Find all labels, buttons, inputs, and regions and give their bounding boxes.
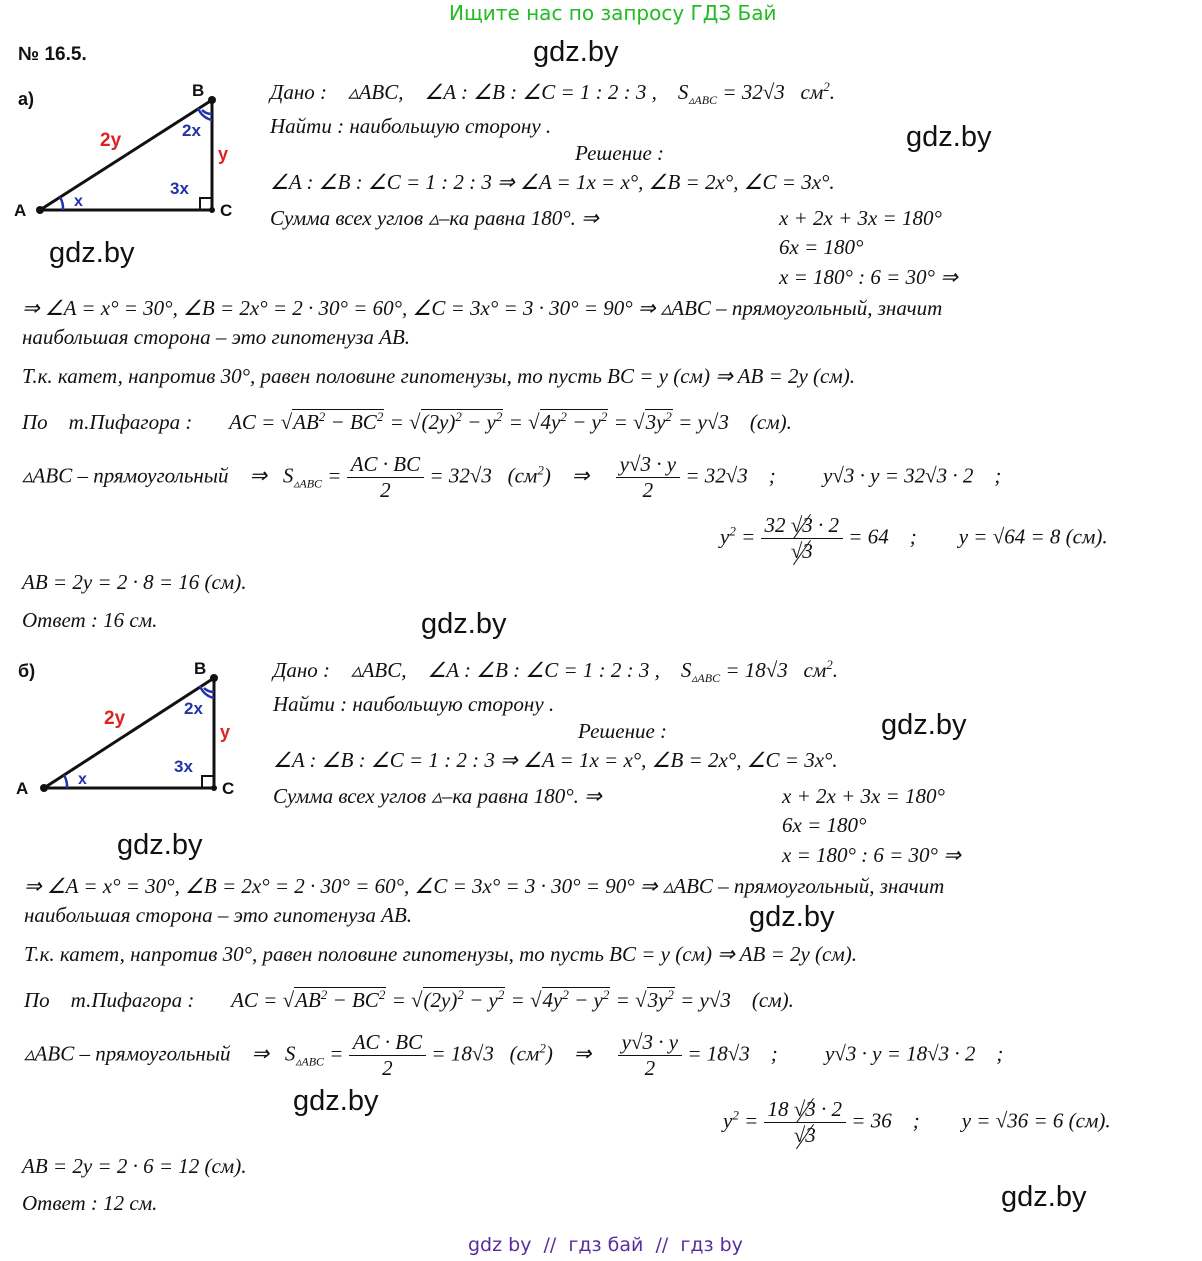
part-label: б) — [18, 661, 36, 681]
watermark: gdz.by — [117, 829, 203, 861]
watermark: gdz.by — [293, 1085, 379, 1117]
angles-result: ⇒ ∠A = x° = 30°, ∠B = 2x° = 2 · 30° = 60°, ∠C = 3x° = 3 · 30° = 90° ⇒ ▵ABC – прямоугольный, значит — [24, 874, 945, 898]
angle-b-label: 2x — [182, 121, 201, 140]
vertex-b-label: B — [194, 659, 207, 678]
answer-line: Ответ : 12 см. — [22, 1191, 158, 1215]
watermark: gdz.by — [49, 237, 135, 269]
equation-1: x + 2x + 3x = 180° — [782, 784, 945, 808]
area-line: ▵ABC – прямоугольный ⇒ $S_{▵ABC}$ = $\frac{AC \cdot BC}{2}$ = 18√3 $(см^2)$ ⇒ $\frac{y√3 \cdot y}{2}$ = 18√3 ; y√3 · y = 18√3 · 2 ; — [24, 1030, 1004, 1080]
find-line: Найти : наибольшую сторону . — [273, 692, 555, 716]
hypotenuse-label: 2y — [100, 130, 122, 151]
sum-line: Сумма всех углов ▵–ка равна 180°. ⇒ — [270, 206, 599, 230]
angle-c-label: 3x — [170, 179, 189, 198]
hypotenuse-label: 2y — [104, 708, 126, 729]
angles-result: ⇒ ∠A = x° = 30°, ∠B = 2x° = 2 · 30° = 60°, ∠C = 3x° = 3 · 30° = 90° ⇒ ▵ABC – прямоугольный, значит — [22, 296, 943, 320]
angle-a-label: x — [74, 193, 83, 210]
equation-1: x + 2x + 3x = 180° — [779, 206, 942, 230]
watermark: gdz.by — [533, 36, 619, 68]
solution-heading: Решение : — [578, 719, 668, 743]
angle-c-label: 3x — [174, 757, 193, 776]
problem-number: № 16.5. — [18, 44, 87, 65]
watermark: gdz.by — [906, 121, 992, 153]
angles-line: ∠A : ∠B : ∠C = 1 : 2 : 3 ⇒ ∠A = 1x = x°, ∠B = 2x°, ∠C = 3x°. — [273, 748, 838, 772]
vertex-a-label: A — [16, 779, 29, 798]
find-line: Найти : наибольшую сторону . — [270, 114, 552, 138]
vertex-c-label: C — [222, 779, 235, 798]
pythagoras-line: По т.Пифагора : AC = $√AB^2 - BC^2 = √(2y)^2 - y^2 = √4y^2 - y^2 = √3y^2 = y√3$ (см). — [24, 987, 794, 1012]
vertex-b-label: B — [192, 81, 205, 100]
y-squared-line: $y^2$ = $\frac{18 √3 \cdot 2}{√3}$ = 36 ; y = √36 = 6 (см). — [723, 1097, 1111, 1147]
largest-side-line: наибольшая сторона – это гипотенуза AB. — [24, 903, 413, 927]
triangle-figure — [12, 654, 252, 804]
ab-result-line: AB = 2y = 2 · 6 = 12 (см). — [22, 1154, 247, 1178]
largest-side-line: наибольшая сторона – это гипотенуза AB. — [22, 325, 411, 349]
answer-line: Ответ : 16 см. — [22, 608, 158, 632]
ab-result-line: AB = 2y = 2 · 8 = 16 (см). — [22, 570, 247, 594]
sum-line: Сумма всех углов ▵–ка равна 180°. ⇒ — [273, 784, 602, 808]
equation-3: x = 180° : 6 = 30° ⇒ — [779, 265, 958, 289]
equation-2: 6x = 180° — [779, 235, 864, 259]
leg-line: Т.к. катет, напротив 30°, равен половине гипотенузы, то пусть BC = y (см) ⇒ AB = 2y (см). — [22, 364, 856, 388]
triangle-figure — [8, 76, 248, 226]
pythagoras-line: По т.Пифагора : AC = $√AB^2 - BC^2 = √(2y)^2 - y^2 = √4y^2 - y^2 = √3y^2 = y√3$ (см). — [22, 409, 792, 434]
equation-2: 6x = 180° — [782, 813, 867, 837]
leg-label: y — [220, 722, 231, 742]
watermark: gdz.by — [749, 901, 835, 933]
angle-b-label: 2x — [184, 699, 203, 718]
part-label: а) — [18, 89, 35, 109]
search-banner: Ищите нас по запросу ГДЗ Бай — [449, 1, 777, 25]
area-line: ▵ABC – прямоугольный ⇒ $S_{▵ABC}$ = $\frac{AC \cdot BC}{2}$ = 32√3 $(см^2)$ ⇒ $\frac{y√3 \cdot y}{2}$ = 32√3 ; y√3 · y = 32√3 · 2 ; — [22, 452, 1002, 502]
footer-links[interactable]: gdz by // гдз бай // гдз by — [468, 1234, 743, 1256]
watermark: gdz.by — [881, 709, 967, 741]
leg-label: y — [218, 144, 229, 164]
angle-a-label: x — [78, 771, 87, 788]
watermark: gdz.by — [1001, 1181, 1087, 1213]
solution-heading: Решение : — [575, 141, 665, 165]
angles-line: ∠A : ∠B : ∠C = 1 : 2 : 3 ⇒ ∠A = 1x = x°, ∠B = 2x°, ∠C = 3x°. — [270, 170, 835, 194]
watermark: gdz.by — [421, 608, 507, 640]
vertex-a-label: A — [14, 201, 27, 220]
equation-3: x = 180° : 6 = 30° ⇒ — [782, 843, 961, 867]
y-squared-line: $y^2$ = $\frac{32 √3 \cdot 2}{√3}$ = 64 ; y = √64 = 8 (см). — [720, 513, 1108, 563]
given-line: Дано : ▵ABC, ∠A : ∠B : ∠C = 1 : 2 : 3 , $S_{▵ABC} = 32√3$ $см^2$. — [270, 79, 836, 108]
leg-line: Т.к. катет, напротив 30°, равен половине гипотенузы, то пусть BC = y (см) ⇒ AB = 2y (см). — [24, 942, 858, 966]
given-line: Дано : ▵ABC, ∠A : ∠B : ∠C = 1 : 2 : 3 , $S_{▵ABC} = 18√3$ $см^2$. — [273, 657, 839, 686]
vertex-c-label: C — [220, 201, 233, 220]
